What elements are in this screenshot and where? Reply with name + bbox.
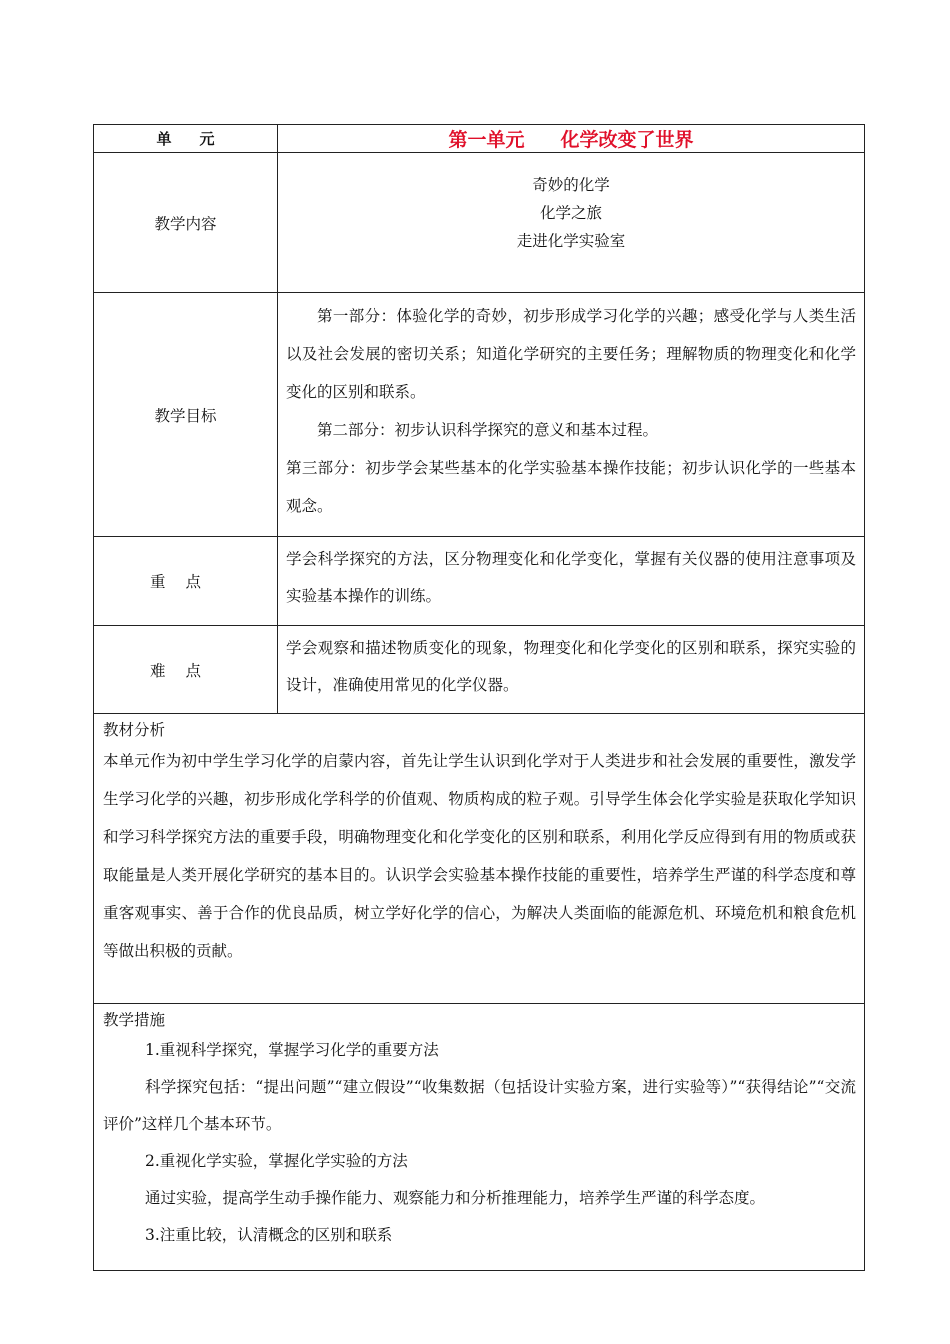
content-item: 化学之旅 (539, 204, 602, 222)
key-points-text: 学会科学探究的方法，区分物理变化和化学变化，掌握有关仪器的使用注意事项及实验基本操作的训练。 (278, 537, 865, 626)
measure-item-1-detail: 科学探究包括：“提出问题”“建立假设”“收集数据（包括设计实验方案，进行实验等）”“获得结论”“交流评价”这样几个基本环节。 (103, 1078, 856, 1133)
unit-label: 单元 (94, 125, 278, 153)
content-item: 走进化学实验室 (516, 232, 626, 250)
goal-part-2: 第二部分：初步认识科学探究的意义和基本过程。 (317, 421, 659, 439)
teaching-measures-cell (94, 1004, 865, 1271)
unit-number: 第一单元 (448, 129, 525, 151)
goal-part-3: 第三部分：初步学会某些基本的化学实验基本操作技能；初步认识化学的一些基本观念。 (286, 459, 856, 515)
teaching-content-list (278, 153, 865, 293)
key-points-label: 重点 (94, 537, 278, 626)
teaching-measures-row (94, 1004, 865, 1271)
material-analysis-row (94, 714, 865, 1004)
measure-item-2: 2.重视化学实验，掌握化学实验的方法 (145, 1152, 408, 1170)
content-item: 奇妙的化学 (532, 176, 610, 194)
measure-item-1: 1.重视科学探究，掌握学习化学的重要方法 (145, 1041, 439, 1059)
measure-item-2-detail: 通过实验，提高学生动手操作能力、观察能力和分析推理能力，培养学生严谨的科学态度。 (145, 1189, 766, 1207)
material-analysis-cell (94, 714, 865, 1004)
unit-name: 化学改变了世界 (560, 129, 694, 151)
material-analysis-heading: 教材分析 (103, 721, 166, 739)
unit-row (94, 125, 865, 153)
teaching-goals-label: 教学目标 (94, 293, 278, 537)
teaching-measures-heading: 教学措施 (103, 1011, 166, 1029)
unit-title (278, 125, 865, 153)
difficulties-text: 学会观察和描述物质变化的现象，物理变化和化学变化的区别和联系，探究实验的设计，准确使用常见的化学仪器。 (278, 626, 865, 714)
measure-item-3: 3.注重比较，认清概念的区别和联系 (145, 1226, 393, 1244)
difficulties-row (94, 626, 865, 714)
key-points-row (94, 537, 865, 626)
material-analysis-body: 本单元作为初中学生学习化学的启蒙内容，首先让学生认识到化学对于人类进步和社会发展的重要性，激发学生学习化学的兴趣，初步形成化学科学的价值观、物质构成的粒子观。引导学生体会化学实验是获取化学知识和学习科学探究方法的重要手段，明确物理变化和化学变化的区别和联系，利用化学反应得到有用的物质或获取能量是人类开展化学研究的基本目的。认识学会实验基本操作技能的重要性，培养学生严谨的科学态度和尊重客观事实、善于合作的优良品质，树立学好化学的信心，为解决人类面临的能源危机、环境危机和粮食危机等做出积极的贡献。 (103, 752, 856, 960)
lesson-plan-table (93, 124, 865, 1271)
lesson-plan-page (93, 124, 865, 1271)
goal-part-1: 第一部分：体验化学的奇妙，初步形成学习化学的兴趣；感受化学与人类生活以及社会发展的密切关系；知道化学研究的主要任务；理解物质的物理变化和化学变化的区别和联系。 (286, 307, 856, 401)
teaching-goals-row (94, 293, 865, 537)
teaching-content-row (94, 153, 865, 293)
teaching-goals-text (278, 293, 865, 537)
teaching-content-label: 教学内容 (94, 153, 278, 293)
difficulties-label: 难点 (94, 626, 278, 714)
